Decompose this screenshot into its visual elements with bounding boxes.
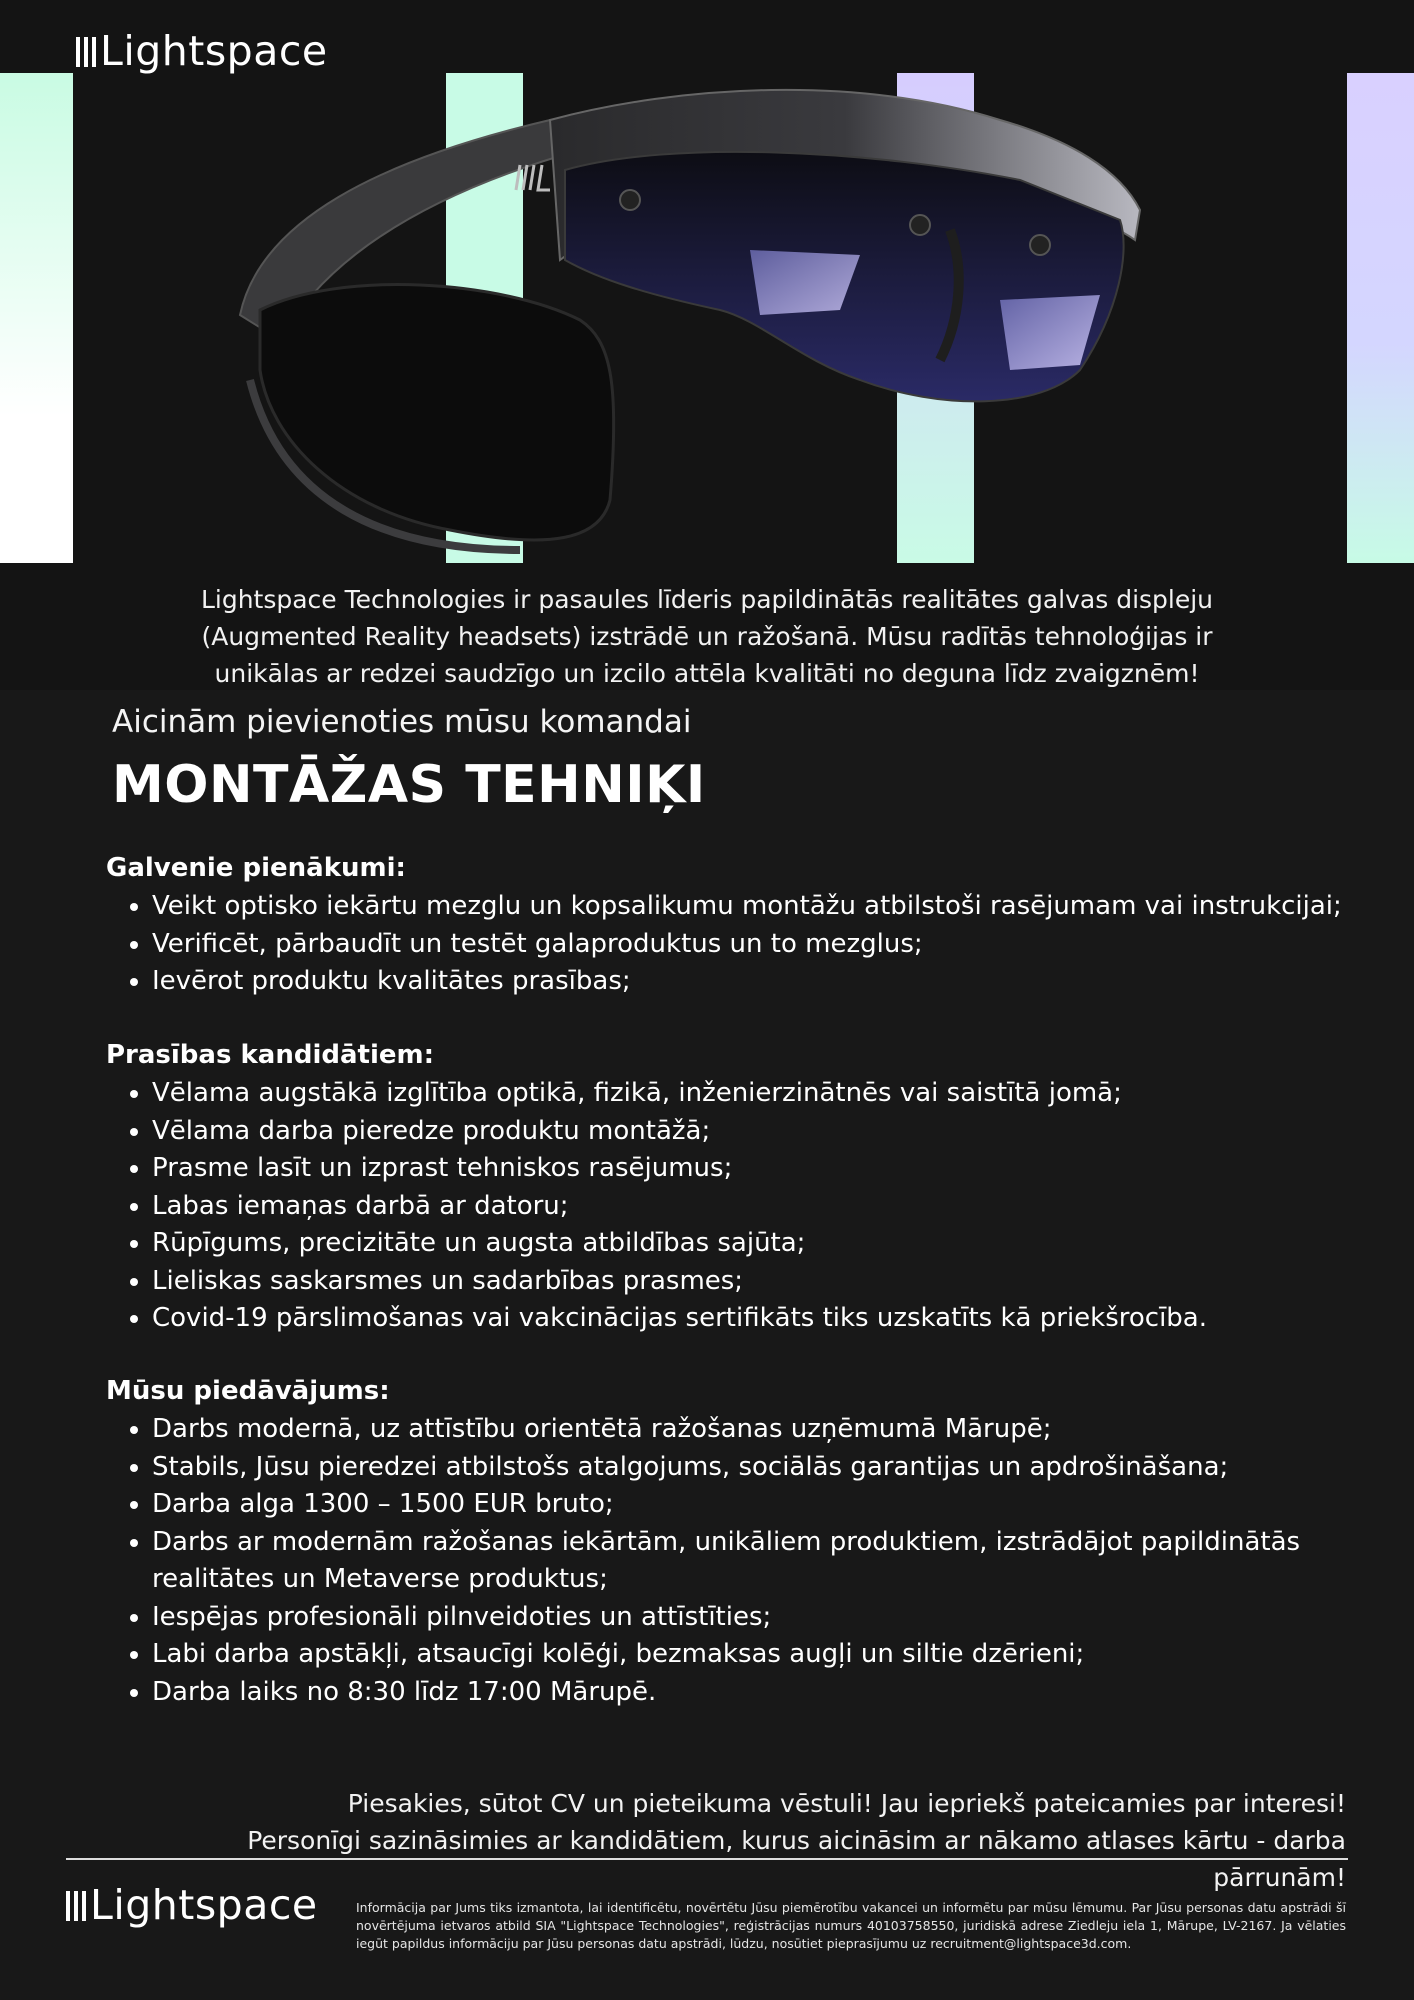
duties-list xyxy=(106,888,1346,1001)
job-title: MONTĀŽAS TEHNIĶI xyxy=(112,755,706,815)
closing-call-to-action: Piesakies, sūtot CV un pieteikuma vēstuli! Jau iepriekš pateicamies par interesi! Personīgi sazināsimies ar kandidātiem, kurus aicināsim ar nākamo atlases kārtu - darba pārrunām! xyxy=(247,1789,1346,1892)
logo-text: Lightspace xyxy=(90,1881,318,1929)
logo-text: Lightspace xyxy=(100,27,328,75)
lightspace-logo-footer xyxy=(66,1880,318,1930)
list-item: • Verificēt, pārbaudīt un testēt galaproduktus un to mezglus; xyxy=(152,926,1346,964)
list-item: • Covid-19 pārslimošanas vai vakcinācijas sertifikāts tiks uzskatīts kā priekšrocība. xyxy=(152,1300,1346,1338)
list-item: • Labi darba apstākļi, atsaucīgi kolēģi, bezmaksas augļi un siltie dzērieni; xyxy=(152,1636,1346,1674)
section-heading: Galvenie pienākumi: xyxy=(106,853,406,883)
duties-section xyxy=(106,850,1346,1001)
list-item: • Darba alga 1300 – 1500 EUR bruto; xyxy=(152,1486,1346,1524)
list-item: • Ievērot produktu kvalitātes prasības; xyxy=(152,963,1346,1001)
list-item: • Stabils, Jūsu pieredzei atbilstošs atalgojums, sociālās garantijas un apdrošināšana; xyxy=(152,1449,1346,1487)
section-heading: Mūsu piedāvājums: xyxy=(106,1376,390,1406)
privacy-notice: Informācija par Jums tiks izmantota, lai identificētu, novērtētu Jūsu piemērotību vakancei un informētu par mūsu lēmumu. Par Jūsu personas datu apstrādi šī novērtējuma ietvaros atbild SIA "Lightspace Technologies", reģistrācijas numurs 40103758550, juridiskā adrese Ziedleju iela 1, Mārupe, LV-2167. Ja vēlaties iegūt papildus informāciju par Jūsu personas datu apstrādi, lūdzu, nosūtiet pieprasījumu uz recruitment@lightspace3d.com. xyxy=(356,1899,1346,1951)
list-item: • Darbs ar modernām ražošanas iekārtām, unikāliem produktiem, izstrādājot papildinātās realitātes un Metaverse produktus; xyxy=(152,1524,1346,1599)
section-heading: Prasības kandidātiem: xyxy=(106,1040,434,1070)
list-item: • Vēlama darba pieredze produktu montāžā; xyxy=(152,1113,1346,1151)
lightspace-logo xyxy=(76,26,328,76)
list-item: • Darba laiks no 8:30 līdz 17:00 Mārupē. xyxy=(152,1674,1346,1712)
company-intro: Lightspace Technologies ir pasaules līderis papildinātās realitātes galvas displeju (Augmented Reality headsets) izstrādē un ražošanā. Mūsu radītās tehnoloģijas ir unikālas ar redzei saudzīgo un izcilo attēla kvalitāti no deguna līdz zvaigznēm! xyxy=(200,585,1214,688)
hero-banner xyxy=(0,0,1414,690)
list-item: • Rūpīgums, precizitāte un augsta atbildības sajūta; xyxy=(152,1225,1346,1263)
requirements-section xyxy=(106,1037,1346,1338)
list-item: • Lieliskas saskarsmes un sadarbības prasmes; xyxy=(152,1263,1346,1301)
accent-stripe xyxy=(1347,73,1414,563)
offer-list xyxy=(106,1411,1346,1711)
list-item: • Vēlama augstākā izglītība optikā, fizikā, inženierzinātnēs vai saistītā jomā; xyxy=(152,1075,1346,1113)
list-item: • Darbs modernā, uz attīstību orientētā ražošanas uzņēmumā Mārupē; xyxy=(152,1411,1346,1449)
accent-stripe xyxy=(0,73,73,563)
list-item: • Prasme lasīt un izprast tehniskos rasējumus; xyxy=(152,1150,1346,1188)
invite-text: Aicinām pievienoties mūsu komandai xyxy=(112,704,692,740)
list-item: • Iespējas profesionāli pilnveidoties un attīstīties; xyxy=(152,1599,1346,1637)
ar-headset-image xyxy=(220,80,1220,580)
offer-section xyxy=(106,1373,1346,1711)
lightspace-bars-icon xyxy=(66,1889,86,1921)
lightspace-bars-icon xyxy=(76,35,96,67)
list-item: • Labas iemaņas darbā ar datoru; xyxy=(152,1188,1346,1226)
list-item: • Veikt optisko iekārtu mezglu un kopsalikumu montāžu atbilstoši rasējumam vai instrukcijai; xyxy=(152,888,1346,926)
footer-divider xyxy=(66,1858,1348,1860)
requirements-list xyxy=(106,1075,1346,1338)
